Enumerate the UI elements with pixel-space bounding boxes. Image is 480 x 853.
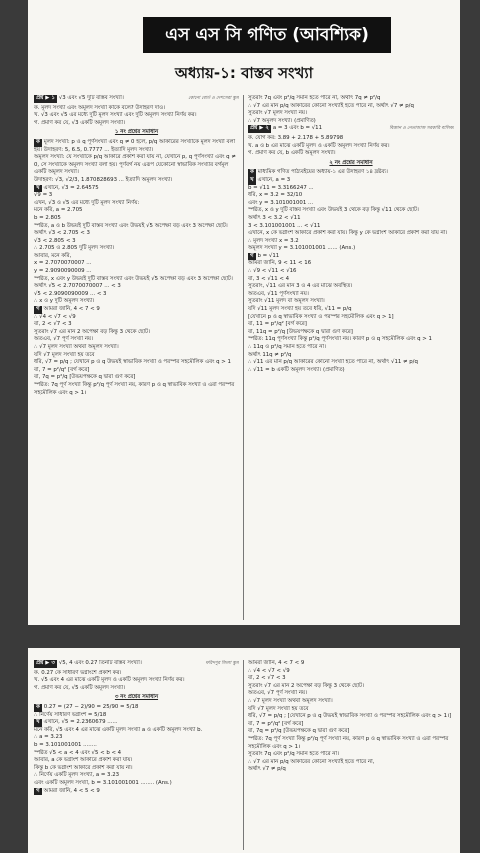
page-one bbox=[28, 0, 460, 625]
question-stem bbox=[248, 125, 454, 133]
text-line: সুতরাং √7 এর মান 2 অপেক্ষা বড় কিন্তু 3 থেকে ছোট। bbox=[34, 328, 150, 335]
text-line: ক. যোগ কর: 3.89 + 2.178 + 5.89798 bbox=[248, 134, 344, 141]
text-line: b = √11 = 3.3166247 ... bbox=[248, 184, 314, 191]
text-line: অর্থাৎ 3 < 3.2 < √11 bbox=[248, 214, 301, 221]
answer-text: এখানে, a = 3 bbox=[257, 176, 291, 183]
answer-text: b = √11 bbox=[257, 252, 280, 259]
text-line: ∴ মূলদ সংখ্যা x = 3.2 bbox=[248, 237, 299, 244]
text-line: বা, 2 < √7 < 3 bbox=[34, 321, 72, 328]
answer-part bbox=[34, 719, 239, 727]
question-number-badge: প্রশ্ন ▶ ৩ bbox=[36, 660, 55, 666]
text-line: ∴ √7 অমূলদ সংখ্যা। (প্রমাণিত) bbox=[248, 117, 316, 124]
text-line: সুতরাং √11 মূলদ বা অমূলদ সংখ্যা। bbox=[248, 298, 325, 305]
text-line: যদি √11 মূলদ সংখ্যা হয় তবে ধরি, √11 = p/q bbox=[248, 306, 352, 313]
text-line: ∴ √7 এর মান p/q আকারের কোনো সংখ্যাই হতে পারে না, অর্থাৎ √7 ≠ p/q bbox=[248, 102, 414, 109]
solution-heading: ৩ নং প্রশ্নের সমাধান bbox=[114, 694, 159, 701]
answer-part bbox=[248, 253, 454, 261]
text-line: ∴ √11 এর মান p/q আকারের কোনো সংখ্যা হতে পারে না, অর্থাৎ √11 ≠ p/q bbox=[248, 359, 418, 366]
text-line: ∴ a = 3.23 bbox=[34, 734, 63, 741]
answer-part-badge: ক bbox=[36, 138, 40, 145]
answer-part bbox=[34, 306, 239, 314]
text-line: যদি √7 মূলদ সংখ্যা হয় তবে bbox=[34, 351, 95, 358]
text-line: স্পষ্টত, x এবং y উভয়ই দুটি বাস্তব সংখ্যা এবং উভয়ই √5 অপেক্ষা বড় এবং 3 অপেক্ষা ছোট। bbox=[34, 275, 233, 282]
text-line: ক. 0.27 কে সাধারণ ভগ্নাংশে প্রকাশ কর। bbox=[34, 669, 122, 676]
answer-part-badge: খ bbox=[250, 176, 254, 183]
text-line: y = 2.9090090009 ... bbox=[34, 268, 92, 275]
text-line: b = 3.101001001 ........ bbox=[34, 741, 97, 748]
text-line: সুতরাং 7q এবং p²/q সমান হতে পারে না। bbox=[248, 751, 339, 758]
text-line: ∴ 11q ও p²/q সমান হতে পারে না। bbox=[248, 344, 326, 350]
text-line: ∴ √4 < √7 < √9 bbox=[248, 667, 290, 674]
text-line: 3 < 3.101001001 ... < √11 bbox=[248, 222, 321, 229]
answer-part bbox=[248, 177, 454, 185]
question-stem bbox=[34, 660, 239, 668]
text-line: সুতরাং √7 মূলদ সংখ্যা নয়। bbox=[248, 110, 307, 117]
text-line: খ. a ও b এর মাঝে একটি মূলদ ও একটি অমূলদ সংখ্যা নির্ণয় কর। bbox=[248, 142, 390, 149]
text-line: খ. √5 এবং 4 এর মাঝে একটি মূলদ ও একটি অমূলদ সংখ্যা নির্ণয় কর। bbox=[34, 677, 185, 684]
text-line: অতএব, √7 পূর্ণ সংখ্যা নয়। bbox=[248, 690, 308, 697]
question-number-badge: প্রশ্ন ▶ ১ bbox=[36, 95, 55, 101]
question-text: √5, 4 এবং 0.27 তিনটি বাস্তব সংখ্যা। bbox=[58, 660, 142, 666]
answer-part-badge: খ bbox=[36, 719, 40, 726]
text-line: মনে করি, √5 এবং 4 এর মাঝে একটি মূলদ সংখ্যা a ও একটি অমূলদ সংখ্যা b. bbox=[34, 726, 203, 733]
text-line: √9 = 3 bbox=[34, 192, 53, 199]
text-line: যদি √7 মূলদ সংখ্যা হয় তবে bbox=[248, 705, 309, 712]
text-line: ক. মূলদ সংখ্যা এবং অমূলদ সংখ্যা কাকে বলে? উদাহরণ দাও। bbox=[34, 104, 166, 111]
answer-text: এখানে, √5 = 2.2360679 ...... bbox=[43, 719, 118, 726]
text-line: ∴ 2.705 ও 2.805 দুটি মূলদ সংখ্যা। bbox=[34, 245, 115, 252]
text-line: বা, 11q = p²/q [উভয়পক্ষকে q দ্বারা গুণ করে] bbox=[248, 328, 353, 335]
text-line: ∴ √7 মূলদ সংখ্যা অথবা অমূলদ সংখ্যা। bbox=[34, 344, 119, 350]
text-line: ধরি, √7 = p/q ; যেখানে p ও q উভয়ই স্বাভাবিক সংখ্যা ও পরস্পর সহমৌলিক এবং q > 1 bbox=[34, 359, 231, 366]
text-line: অমূলদ সংখ্যা: যে সংখ্যাকে p/q আকারে প্রকাশ করা যায় না, যেখানে p, q পূর্ণসংখ্যা এবং q ≠ 0, সে সংখ্যাকে অমূলদ সংখ্যা বলা হয়। পূর্ণবর্গ নয় এরূপ যেকোনো স্বাভাবিক সংখ্যার বর্গমূল একটি অমূলদ সংখ্যা। bbox=[34, 154, 236, 176]
text-line: ∴ √11 = b একটি অমূলদ সংখ্যা। (প্রমাণিত) bbox=[248, 366, 345, 373]
text-line: স্পষ্টত, x ও y দুটি বাস্তব সংখ্যা এবং উভয়ই 3 থেকে বড় কিন্তু √11 থেকে ছোট। bbox=[248, 207, 419, 214]
text-line: ∴ √7 মূলদ সংখ্যা অথবা অমূলদ সংখ্যা। bbox=[248, 697, 333, 704]
text-line: অর্থাৎ 11q ≠ p²/q bbox=[248, 351, 292, 358]
text-line: বা, 7 = p²/q² [বর্গ করে] bbox=[248, 720, 304, 727]
answer-text: আমরা জানি, 4 < 7 < 9 bbox=[43, 306, 100, 313]
text-line: স্পষ্টত √5 < a < 4 এবং √5 < b < 4 bbox=[34, 749, 122, 756]
answer-text: মাধ্যমিক গণিত পাঠ্যবইয়ের অধ্যায়-১ এর উদাহরণ ১৪ দ্রষ্টব্য। bbox=[257, 169, 388, 176]
text-line: সুতরাং, √11 এর মান 3 ও 4 এর মাঝে অবস্থিত। bbox=[248, 283, 353, 290]
answer-text: আমরা জানি, 4 < 5 < 9 bbox=[43, 787, 100, 794]
text-line: স্পষ্টত: 11q পূর্ণসংখ্যা কিন্তু p²/q পূর্ণসংখ্যা নয়। কারণ p ও q সহমৌলিক এবং q > 1 bbox=[248, 336, 432, 343]
text-line: ∴ নির্ণেয় সাধারণ ভগ্নাংশ = 5/18 bbox=[34, 711, 107, 718]
answer-part bbox=[34, 185, 239, 193]
text-line: বা, 7q = p²/q [উভয়পক্ষকে q দ্বারা গুণ করে] bbox=[248, 728, 350, 735]
answer-part bbox=[34, 704, 239, 712]
text-line: আমরা জানি, 9 < 11 < 16 bbox=[248, 260, 312, 267]
text-line: [যেখানে p ও q স্বাভাবিক সংখ্যা ও পরস্পর সহমৌলিক এবং q > 1] bbox=[248, 313, 394, 320]
answer-part-badge: ক bbox=[250, 169, 254, 176]
page-two-left-column bbox=[34, 660, 239, 850]
text-line: গ. প্রমাণ কর যে, √3 একটি অমূলদ সংখ্যা। bbox=[34, 119, 126, 126]
answer-part-badge: গ bbox=[36, 787, 40, 794]
answer-part bbox=[34, 139, 239, 154]
book-title: এস এস সি গণিত (আবশ্যিক) bbox=[143, 17, 391, 53]
answer-part bbox=[248, 169, 454, 177]
answer-part-badge: ক bbox=[36, 703, 40, 710]
text-line: স্পষ্টত: 7q পূর্ণ সংখ্যা কিন্তু p²/q পূর্ণ সংখ্যা নয়, কারণ p ও q স্বাভাবিক সংখ্যা ও এরা পরস্পর সহমৌলিক এবং q > 1। bbox=[34, 381, 235, 396]
text-line: গ. প্রমাণ কর যে, b একটি অমূলদ সংখ্যা। bbox=[248, 150, 336, 157]
page-two-right-column bbox=[248, 660, 454, 850]
text-line: ধরি, √7 = p/q ; [যেখানে p ও q উভয়ই স্বাভাবিক সংখ্যা ও পরস্পর সহমৌলিক এবং q > 1।] bbox=[248, 713, 452, 720]
page-one-left-column bbox=[34, 95, 239, 620]
text-line: বা, 7q = p²/q [উভয়পক্ষকে q দ্বারা গুণ করে] bbox=[34, 374, 136, 381]
page-two bbox=[28, 648, 460, 853]
answer-text: 0.27 = (27 − 2)/90 = 25/90 = 5/18 bbox=[43, 703, 139, 710]
source-note: ফরিদপুর জিলা স্কুল bbox=[205, 661, 239, 666]
solution-heading: ১ নং প্রশ্নের সমাধান bbox=[114, 129, 159, 136]
text-line: ∴ √9 < √11 < √16 bbox=[248, 268, 297, 275]
answer-text: এখানে, √3 = 2.64575 bbox=[43, 184, 99, 191]
text-line: অতএব, √11 পূর্ণসংখ্যা নয়। bbox=[248, 290, 309, 297]
text-line: b = 2.805 bbox=[34, 214, 61, 221]
question-stem bbox=[34, 95, 239, 103]
text-line: অর্থাৎ √3 < 2.705 < 3 bbox=[34, 230, 90, 237]
text-line: ∴ x ও y দুটি অমূলদ সংখ্যা। bbox=[34, 298, 95, 305]
text-line: √3 < 2.805 < 3 bbox=[34, 237, 76, 244]
answer-text: মূলদ সংখ্যা: p ও q পূর্ণসংখ্যা এবং q ≠ 0 হলে, p/q আকারের সংখ্যাকে মূলদ সংখ্যা বলা হয়। উদাহরণ: 5, 6.5, 0.7777 ... ইত্যাদি মূলদ সংখ্যা। bbox=[34, 138, 236, 153]
text-line: ∴ √4 < √7 < √9 bbox=[34, 313, 76, 320]
answer-part bbox=[34, 788, 239, 796]
text-line: অর্থাৎ √5 < 2.7070070007 ... < 3 bbox=[34, 283, 121, 290]
text-line: x = 2.7070070007 ... bbox=[34, 260, 92, 267]
answer-part-badge: গ bbox=[36, 306, 40, 313]
text-line: কিন্তু b কে ভগ্নাংশ আকারে প্রকাশ করা যায় না। bbox=[34, 764, 133, 771]
answer-part-badge: খ bbox=[36, 184, 40, 191]
text-line: বা, 2 < √7 < 3 bbox=[248, 675, 286, 682]
text-line: অতএব, √7 পূর্ণ সংখ্যা নয়। bbox=[34, 336, 94, 343]
text-line: আবার, a কে ভগ্নাংশ আকারে প্রকাশ করা যায়। bbox=[34, 757, 133, 764]
text-line: ∴ নির্ণেয় একটি মূলদ সংখ্যা, a = 3.23 bbox=[34, 772, 120, 779]
source-note: কোনো বোর্ড ও দেশসেরা স্কুল bbox=[188, 96, 239, 101]
text-line: এখন, √3 ও √5 এর মধ্যে দুটি মূলদ সংখ্যা নির্ণয়: bbox=[34, 199, 140, 206]
text-line: বা, 11 = p²/q² [বর্গ করে] bbox=[248, 321, 307, 328]
text-line: √5 < 2.9090090009 ... < 3 bbox=[34, 290, 107, 297]
question-text: √3 এবং √5 দুটি বাস্তব সংখ্যা। bbox=[58, 95, 124, 101]
text-line: গ. প্রমাণ কর যে, √5 একটি অমূলদ সংখ্যা। bbox=[34, 684, 126, 691]
chapter-title: অধ্যায়-১: বাস্তব সংখ্যা bbox=[174, 64, 314, 82]
text-line: এখানে, x কে ভগ্নাংশ আকারে প্রকাশ করা যায়। কিন্তু y কে ভগ্নাংশ আকারে প্রকাশ করা যায় না। bbox=[248, 230, 448, 237]
text-line: ∴ √7 এর মান p/q আকারের কোনো সংখ্যাই হতে পারে না, bbox=[248, 758, 375, 765]
column-divider bbox=[243, 95, 244, 620]
question-text: a = 3 এবং b = √11 bbox=[272, 125, 323, 132]
text-line: এবং y = 3.101001001 ... bbox=[248, 199, 314, 206]
text-line: বা, 7 = p²/q² [বর্গ করে] bbox=[34, 366, 90, 373]
text-line: খ. √3 এবং √5 এর মধ্যে দুটি মূলদ সংখ্যা এবং দুটি অমূলদ সংখ্যা নির্ণয় কর। bbox=[34, 112, 197, 119]
text-line: অর্থাৎ √7 ≠ p/q bbox=[248, 766, 286, 773]
text-line: স্পষ্টত: 7q পূর্ণ সংখ্যা কিন্তু p²/q পূর্ণ সংখ্যা নয়, কারণ p ও q স্বাভাবিক সংখ্যা ও এরা পরস্পর সহমৌলিক এবং q > 1। bbox=[248, 735, 449, 750]
text-line: অমূলদ সংখ্যা y = 3.101001001 ...... (Ans.) bbox=[248, 245, 356, 252]
text-line: আবার, মনে করি, bbox=[34, 252, 72, 259]
text-line: সুতরাং 7q এবং p²/q সমান হতে পারে না, অর্থাৎ 7q ≠ p²/q bbox=[248, 95, 381, 101]
question-number-badge: প্রশ্ন ▶ ২ bbox=[250, 125, 269, 132]
text-line: এবং একটি অমূলদ সংখ্যা, b = 3.101001001 ........ (Ans.) bbox=[34, 779, 172, 786]
text-line: মনে করি, a = 2.705 bbox=[34, 207, 83, 214]
text-line: উদাহরণ: √3, √2/3, 1.870828693 ... ইত্যাদি অমূলদ সংখ্যা। bbox=[34, 176, 173, 183]
column-divider bbox=[243, 660, 244, 850]
text-line: স্পষ্টত, a ও b উভয়ই দুটি বাস্তব সংখ্যা এবং উভয়ই √5 অপেক্ষা বড় এবং 3 অপেক্ষা ছোট। bbox=[34, 222, 228, 229]
text-line: বা, 3 < √11 < 4 bbox=[248, 275, 290, 282]
text-line: ধরি, x = 3.2 = 32/10 bbox=[248, 192, 303, 199]
answer-part-badge: গ bbox=[250, 252, 254, 259]
page-one-right-column bbox=[248, 95, 454, 620]
source-note: বিজ্ঞান ও নেতাজাজ সরকারি বালিকা bbox=[389, 126, 454, 132]
text-line: আমরা জানি, 4 < 7 < 9 bbox=[248, 660, 305, 666]
solution-heading: ২ নং প্রশ্নের সমাধান bbox=[329, 159, 373, 166]
text-line: সুতরাং √7 এর মান 2 অপেক্ষা বড় কিন্তু 3 থেকে ছোট। bbox=[248, 682, 364, 689]
